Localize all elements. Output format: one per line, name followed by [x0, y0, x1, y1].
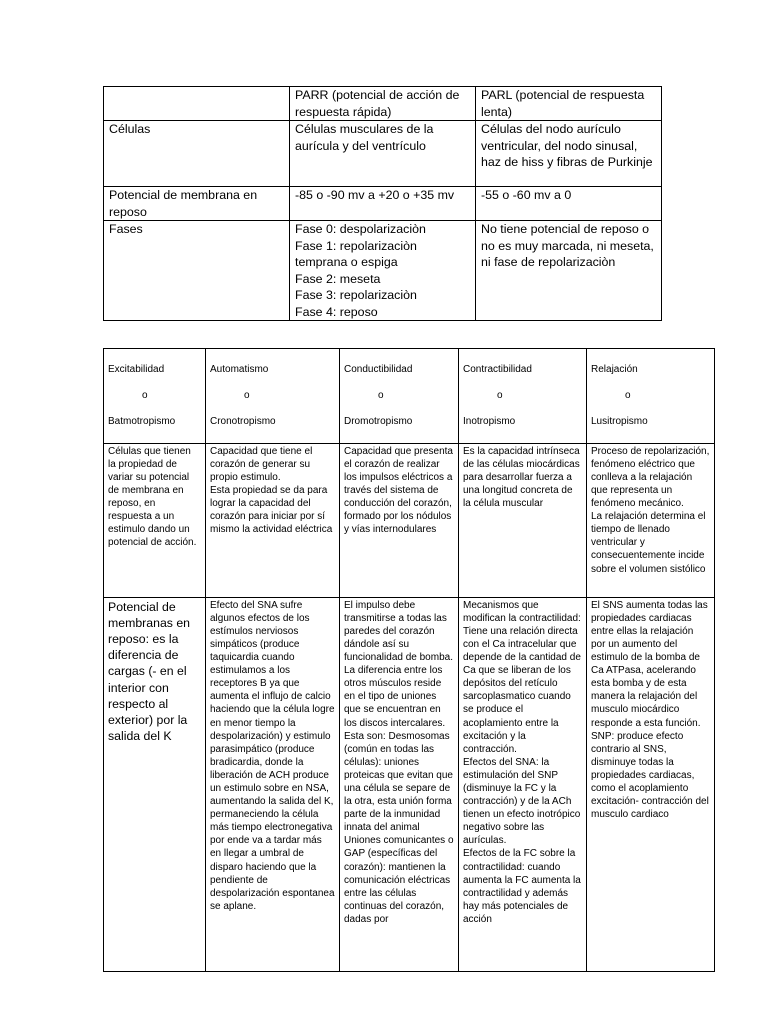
definition-cell: Proceso de repolarización, fenómeno eléctrico que conlleva a la relajación que representa un fenómeno mecánico. La relajación determina el tiempo de llenado ventricular y consecuentemente incide sobre el volumen sistólico: [587, 443, 715, 597]
table-row: [104, 597, 715, 971]
table-cell: Células musculares de la aurícula y del ventrículo: [290, 121, 476, 187]
detail-text: Mecanismos que modifican la contractilidad: Tiene una relación directa con el Ca intracelular que depende de la cantidad de Ca que se liberan de los depósitos del retículo sarcoplasmatico cuando se produce el acoplamiento entre la excitación y la contracción. Efectos del SNA: la estimulación del SNP (disminuye la FC y la contracción) y de la ACh tienen un efecto inotrópico negativo sobre las aurículas. Efectos de la FC sobre la contractilidad: cuando aumenta la FC aumenta la contractilidad y además hay más potenciales de acción: [463, 599, 581, 925]
table-row: [104, 87, 662, 121]
header-alt: Cronotropismo: [210, 416, 276, 428]
table-row: [104, 443, 715, 597]
detail-cell: [340, 597, 459, 971]
table-row: [104, 121, 662, 187]
row-label: Potencial de membrana en reposo: [104, 187, 290, 221]
table-cell: -55 o -60 mv a 0: [476, 187, 662, 221]
row-label: Fases: [104, 221, 290, 321]
detail-text: Potencial de membranas en reposo: es la diferencia de cargas (- en el interior con respecto al exterior) por la salida del K: [108, 599, 191, 744]
definition-cell: Células que tienen la propiedad de variar su potencial de membrana en reposo, en respuesta a un estimulo dando un potencial de acción.: [104, 443, 206, 597]
header-alt: Dromotropismo: [344, 416, 413, 428]
header-or: o: [378, 390, 384, 402]
header-name: Automatismo: [210, 364, 269, 376]
table-header-parl: PARL (potencial de respuesta lenta): [476, 87, 662, 121]
column-header: [587, 349, 715, 444]
detail-cell: [206, 597, 340, 971]
detail-cell: [459, 597, 587, 971]
header-alt: Batmotropismo: [108, 416, 176, 428]
cardiac-properties-table: [103, 348, 715, 972]
detail-text: El impulso debe transmitirse a todas las paredes del corazón dándole así su funcionalidad de bomba. La diferencia entre los otros músculos reside en el tipo de uniones que se encuentran en los discos intercalares. Esta son: Desmosomas (común en todas las células): uniones proteicas que evitan que una célula se separe de la otra, esta unión forma parte de la inmunidad innata del animal Uniones comunicantes o GAP (específicas del corazón): mantienen la comunicación eléctricas entre las células continuas del corazón, dadas por: [344, 599, 454, 925]
row-label: Células: [104, 121, 290, 187]
header-name: Contractibilidad: [463, 364, 532, 376]
table-cell: Células del nodo aurículo ventricular, del nodo sinusal, haz de hiss y fibras de Purkinje: [476, 121, 662, 187]
table-cell: No tiene potencial de reposo o no es muy marcada, ni meseta, ni fase de repolarizaciòn: [476, 221, 662, 321]
action-potential-table: [103, 86, 662, 321]
header-name: Conductibilidad: [344, 364, 413, 376]
detail-text: Efecto del SNA sufre algunos efectos de los estímulos nerviosos simpáticos (produce taquicardia cuando estimulamos a los receptores B ya que aumenta el influjo de calcio haciendo que la célula logre en menor tiempo la despolarización) y estimulo parasimpático (produce bradicardia, donde la liberación de ACH produce un estimulo sobre en NSA, aumentando la salida del K, permaneciendo la célula más tiempo electronegativa por ende va a tardar más en llegar a umbral de disparo haciendo que la pendiente de despolarización espontanea se aplane.: [210, 599, 335, 912]
table-row: [104, 349, 715, 444]
detail-cell: [104, 597, 206, 971]
header-or: o: [625, 390, 631, 402]
column-header: [104, 349, 206, 444]
header-or: o: [244, 390, 250, 402]
table-header-parr: PARR (potencial de acción de respuesta rápida): [290, 87, 476, 121]
table-row: [104, 221, 662, 321]
header-alt: Lusitropismo: [591, 416, 648, 428]
column-header: [340, 349, 459, 444]
detail-cell: [587, 597, 715, 971]
header-name: Excitabilidad: [108, 364, 165, 376]
header-or: o: [497, 390, 503, 402]
definition-cell: Es la capacidad intrínseca de las células miocárdicas para desarrollar fuerza a una longitud concreta de la célula muscular: [459, 443, 587, 597]
header-name: Relajación: [591, 364, 638, 376]
header-alt: Inotropismo: [463, 416, 516, 428]
table-cell: [104, 87, 290, 121]
detail-text: El SNS aumenta todas las propiedades cardiacas entre ellas la relajación por un aumento del estimulo de la bomba de Ca ATPasa, acelerando esta bomba y de esta manera la relajación del musculo miocárdico responde a esta función. SNP: produce efecto contrario al SNS, disminuye todas la propiedades cardiacas, como el acoplamiento excitación- contracción del musculo cardiaco: [591, 599, 709, 821]
column-header: [459, 349, 587, 444]
definition-cell: Capacidad que tiene el corazón de generar su propio estimulo. Esta propiedad se da para lograr la capacidad del corazón para iniciar por sí mismo la actividad eléctrica: [206, 443, 340, 597]
table-cell: Fase 0: despolarizaciòn Fase 1: repolarizaciòn temprana o espiga Fase 2: meseta Fase 3: repolarizaciòn Fase 4: reposo: [290, 221, 476, 321]
table-row: [104, 187, 662, 221]
header-or: o: [142, 390, 148, 402]
definition-cell: Capacidad que presenta el corazón de realizar los impulsos eléctricos a través del sistema de conducción del corazón, formado por los nódulos y vías internodulares: [340, 443, 459, 597]
table-cell: -85 o -90 mv a +20 o +35 mv: [290, 187, 476, 221]
column-header: [206, 349, 340, 444]
